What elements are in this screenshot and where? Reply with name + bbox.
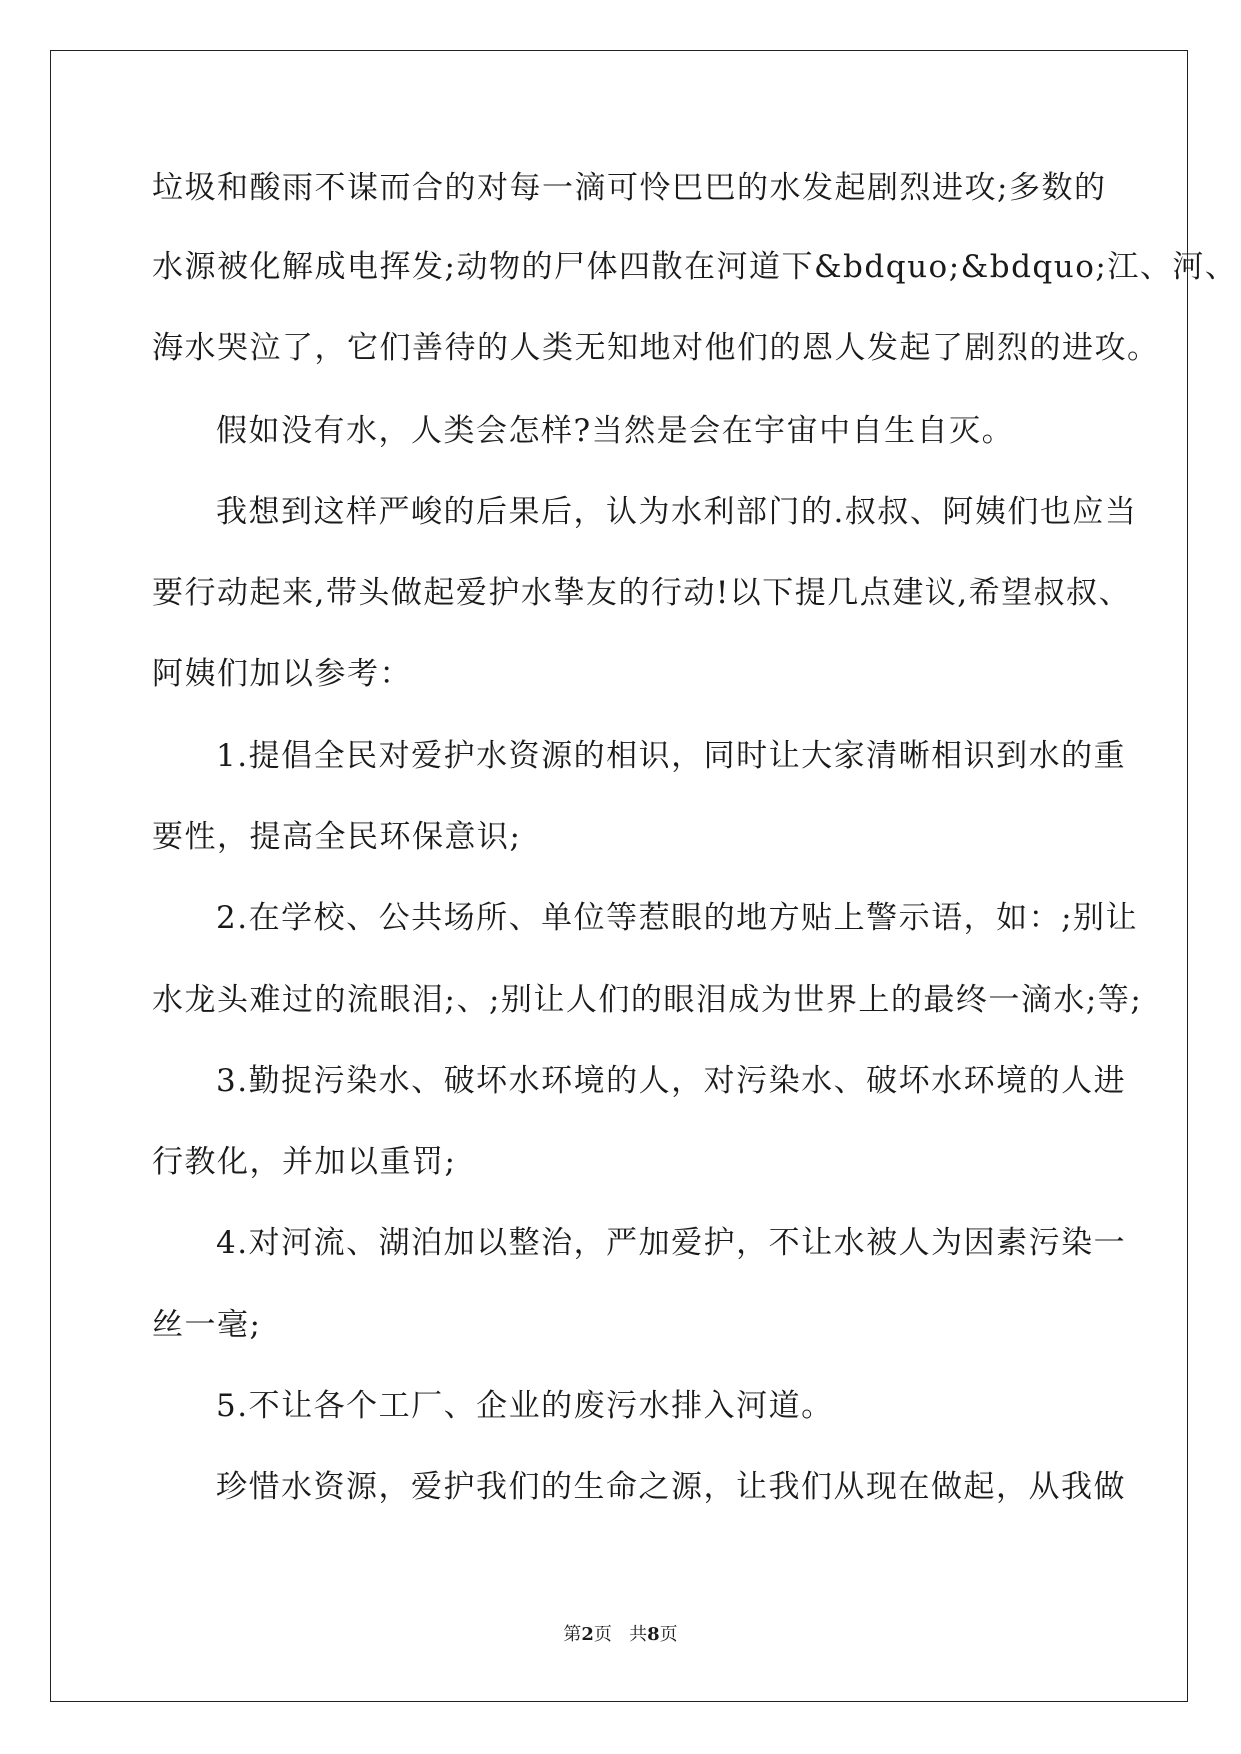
text-line: 海水哭泣了，它们善待的人类无知地对他们的恩人发起了剧烈的进攻。 [152,330,1160,366]
list-item-first-line: 3.勤捉污染水、破坏水环境的人，对污染水、破坏水环境的人进 [216,1063,1127,1099]
text-line: 水龙头难过的流眼泪;、;别让人们的眼泪成为世界上的最终一滴水;等; [152,982,1143,1018]
footer-page-prefix: 第 [563,1624,582,1645]
footer-total-pages: 8 [647,1624,660,1645]
text-line: 要行动起来,带头做起爱护水挚友的行动!以下提几点建议,希望叔叔、 [152,575,1132,611]
text-line: 水源被化解成电挥发;动物的尸体四散在河道下&bdquo;&bdquo;江、河、 [152,249,1238,285]
list-item-first-line: 4.对河流、湖泊加以整治，严加爱护，不让水被人为因素污染一 [216,1225,1127,1261]
text-line: 行教化，并加以重罚; [152,1144,457,1180]
page-border [50,50,1188,1702]
paragraph-first-line: 珍惜水资源，爱护我们的生命之源，让我们从现在做起，从我做 [216,1469,1126,1505]
list-item-first-line: 1.提倡全民对爱护水资源的相识，同时让大家清晰相识到水的重 [216,738,1127,774]
list-item-first-line: 5.不让各个工厂、企业的废污水排入河道。 [216,1388,834,1424]
text-line: 垃圾和酸雨不谋而合的对每一滴可怜巴巴的水发起剧烈进攻;多数的 [152,170,1107,206]
text-line: 要性，提高全民环保意识; [152,819,522,855]
footer-current-page: 2 [581,1624,594,1645]
page-footer [0,1623,1241,1647]
footer-total-prefix: 共 [629,1624,648,1645]
text-line: 丝一毫; [152,1307,262,1343]
text-line: 阿姨们加以参考： [152,656,412,692]
paragraph-first-line: 我想到这样严峻的后果后，认为水利部门的.叔叔、阿姨们也应当 [216,494,1138,530]
footer-page-unit: 页 [593,1624,612,1645]
footer-total-unit: 页 [659,1624,678,1645]
list-item-first-line: 2.在学校、公共场所、单位等惹眼的地方贴上警示语，如：;别让 [216,900,1139,936]
paragraph-first-line: 假如没有水，人类会怎样?当然是会在宇宙中自生自灭。 [216,413,1015,449]
